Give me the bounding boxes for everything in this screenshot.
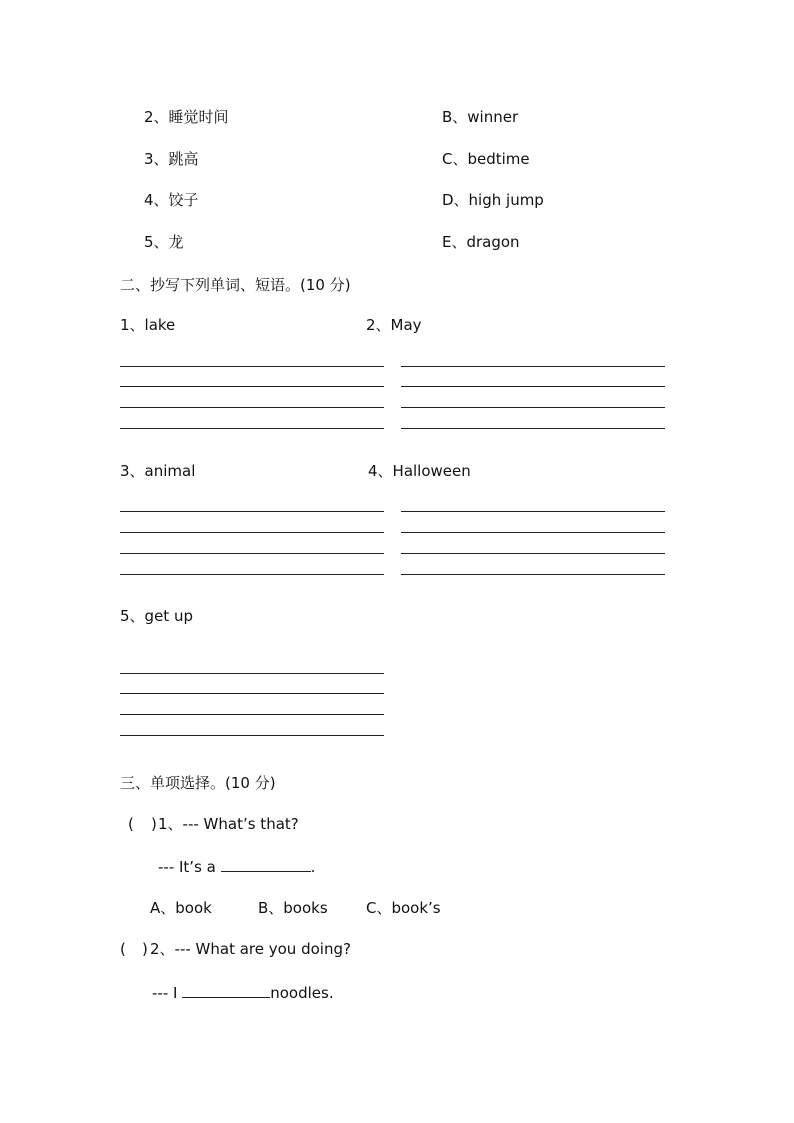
writing-line[interactable] (120, 386, 384, 387)
writing-line[interactable] (120, 574, 384, 575)
q1-answer-paren-open: ( (128, 815, 134, 833)
section3-title: 三、单项选择。(10 分) (120, 774, 276, 792)
match-right-e: E、dragon (442, 233, 520, 251)
writing-line[interactable] (401, 532, 665, 533)
q2-blank[interactable] (182, 983, 270, 998)
q1-option-a[interactable]: A、book (150, 899, 212, 917)
q2-answer-line (152, 983, 334, 1002)
q2-answer-prefix: --- I (152, 984, 178, 1002)
q1-option-b[interactable]: B、books (258, 899, 328, 917)
writing-line[interactable] (401, 574, 665, 575)
writing-line[interactable] (401, 553, 665, 554)
writing-line[interactable] (401, 511, 665, 512)
section2-title: 二、抄写下列单词、短语。(10 分) (120, 276, 351, 294)
q1-answer-prefix: --- It’s a (158, 858, 216, 876)
q1-question: 1、--- What’s that? (158, 815, 299, 833)
writing-line[interactable] (120, 714, 384, 715)
match-left-4: 4、饺子 (144, 191, 199, 209)
q1-blank[interactable] (221, 857, 311, 872)
q2-answer-paren-close[interactable]: ) (142, 940, 148, 958)
copy-word-4: 4、Halloween (368, 462, 471, 480)
q2-answer-paren-open: ( (120, 940, 126, 958)
q1-option-c[interactable]: C、book’s (366, 899, 441, 917)
writing-line[interactable] (401, 428, 665, 429)
writing-line[interactable] (120, 735, 384, 736)
match-left-3: 3、跳高 (144, 150, 199, 168)
writing-line[interactable] (120, 428, 384, 429)
match-right-c: C、bedtime (442, 150, 530, 168)
writing-line[interactable] (120, 511, 384, 512)
match-right-b: B、winner (442, 108, 519, 126)
match-left-5: 5、龙 (144, 233, 184, 251)
writing-line[interactable] (401, 366, 665, 367)
copy-word-5: 5、get up (120, 607, 193, 625)
copy-word-2: 2、May (366, 316, 422, 334)
q1-answer-paren-close[interactable]: ) (151, 815, 157, 833)
writing-line[interactable] (401, 386, 665, 387)
q1-answer-suffix: . (310, 858, 316, 876)
writing-line[interactable] (120, 407, 384, 408)
writing-line[interactable] (120, 553, 384, 554)
writing-line[interactable] (120, 693, 384, 694)
writing-line[interactable] (401, 407, 665, 408)
match-left-2: 2、睡觉时间 (144, 108, 229, 126)
copy-word-3: 3、animal (120, 462, 196, 480)
writing-line[interactable] (120, 532, 384, 533)
q2-question: 2、--- What are you doing? (150, 940, 351, 958)
q1-answer-line (158, 857, 315, 876)
match-right-d: D、high jump (442, 191, 544, 209)
writing-line[interactable] (120, 673, 384, 674)
copy-word-1: 1、lake (120, 316, 176, 334)
writing-line[interactable] (120, 366, 384, 367)
q2-answer-suffix: noodles. (270, 984, 334, 1002)
